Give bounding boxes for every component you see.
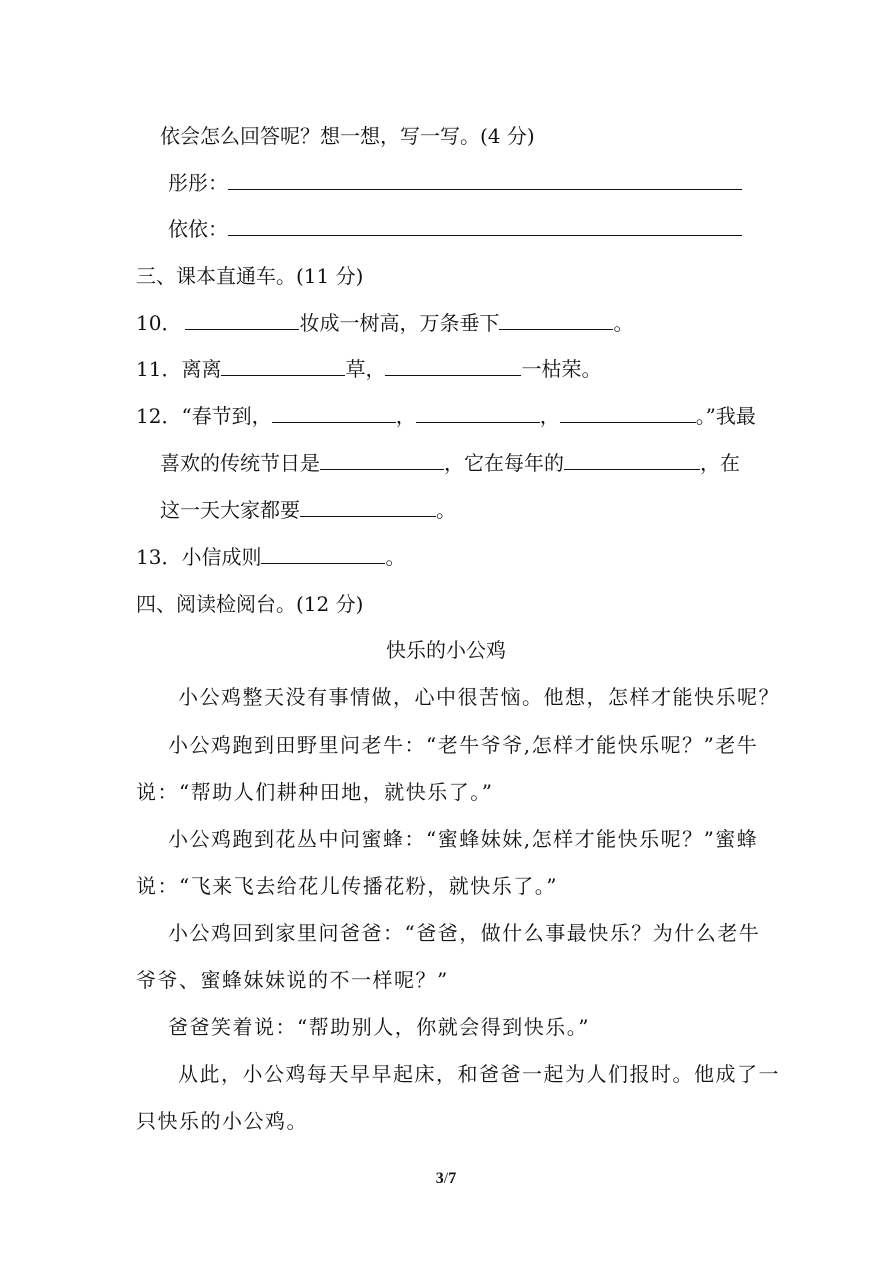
- question-text: ，它在每年的: [444, 451, 564, 475]
- answer-label: 依依：: [168, 217, 228, 241]
- answer-label: 彤彤：: [168, 171, 228, 195]
- fill-blank[interactable]: [564, 449, 700, 470]
- total-pages: 7: [448, 1170, 457, 1187]
- fill-blank[interactable]: [385, 355, 521, 376]
- question-number: 13．: [136, 545, 182, 569]
- question-12-line3: [160, 496, 456, 524]
- question-text: 。: [436, 498, 456, 522]
- question-text: “春节到，: [181, 404, 272, 428]
- answer-row-yiyi: [168, 215, 742, 243]
- question-text: ，: [395, 404, 416, 428]
- question-12-line1: [136, 402, 756, 430]
- question-number: 11．: [136, 357, 182, 381]
- fill-blank[interactable]: [272, 402, 396, 423]
- story-line: 爸爸笑着说：“帮助别人，你就会得到快乐。”: [168, 1015, 590, 1039]
- q9-continuation: 依会怎么回答呢？想一想，写一写。(4 分): [160, 124, 535, 148]
- answer-row-tongtong: [168, 169, 742, 197]
- fill-blank[interactable]: [185, 309, 299, 330]
- question-text: ，在: [700, 451, 740, 475]
- story-line: 说：“帮助人们耕种田地，就快乐了。”: [136, 780, 494, 804]
- question-number: 12．: [136, 404, 182, 428]
- fill-blank[interactable]: [221, 355, 345, 376]
- story-line: 从此，小公鸡每天早早起床，和爸爸一起为人们报时。他成了一: [178, 1062, 780, 1086]
- story-line: 小公鸡跑到花丛中问蜜蜂：“蜜蜂妹妹,怎样才能快乐呢？”蜜蜂: [168, 827, 759, 851]
- page-separator: /: [443, 1170, 449, 1187]
- fill-blank[interactable]: [261, 543, 385, 564]
- question-text: 一枯荣。: [521, 357, 602, 381]
- question-11: [136, 355, 601, 383]
- question-text: 妆成一树高，万条垂下: [299, 311, 500, 335]
- story-line: 小公鸡整天没有事情做，心中很苦恼。他想，怎样才能快乐呢？: [178, 685, 780, 709]
- fill-blank[interactable]: [320, 449, 444, 470]
- story-line: 说：“飞来飞去给花儿传播花粉，就快乐了。”: [136, 874, 558, 898]
- fill-blank[interactable]: [416, 402, 540, 423]
- story-line: 只快乐的小公鸡。: [136, 1109, 308, 1133]
- fill-blank[interactable]: [300, 496, 436, 517]
- question-text: 。: [613, 311, 634, 335]
- question-text: ，: [539, 404, 560, 428]
- question-text: 喜欢的传统节日是: [160, 451, 320, 475]
- question-number: 10．: [136, 311, 182, 335]
- answer-blank[interactable]: [228, 169, 742, 190]
- question-12-line2: [160, 449, 740, 477]
- story-line: 小公鸡回到家里问爸爸：“爸爸，做什么事最快乐？为什么老牛: [168, 921, 761, 945]
- fill-blank[interactable]: [499, 309, 613, 330]
- fill-blank[interactable]: [560, 402, 696, 423]
- question-13: [136, 543, 405, 571]
- question-text: 这一天大家都要: [160, 498, 300, 522]
- question-text: 。: [385, 545, 406, 569]
- story-title: 快乐的小公鸡: [386, 638, 506, 662]
- question-text: 小信成则: [181, 545, 262, 569]
- section4-heading: 四、阅读检阅台。(12 分): [136, 592, 364, 616]
- story-line: 爷爷、蜜蜂妹妹说的不一样呢？”: [136, 968, 449, 992]
- question-text: 离离: [181, 357, 222, 381]
- question-text: 草，: [345, 357, 386, 381]
- story-line: 小公鸡跑到田野里问老牛：“老牛爷爷,怎样才能快乐呢？”老牛: [168, 733, 759, 757]
- question-text: 。”我最: [695, 404, 756, 428]
- section3-heading: 三、课本直通车。(11 分): [136, 264, 364, 288]
- page-number: [0, 1170, 892, 1188]
- answer-blank[interactable]: [228, 215, 742, 236]
- current-page: 3: [435, 1170, 444, 1187]
- question-10: [136, 309, 633, 337]
